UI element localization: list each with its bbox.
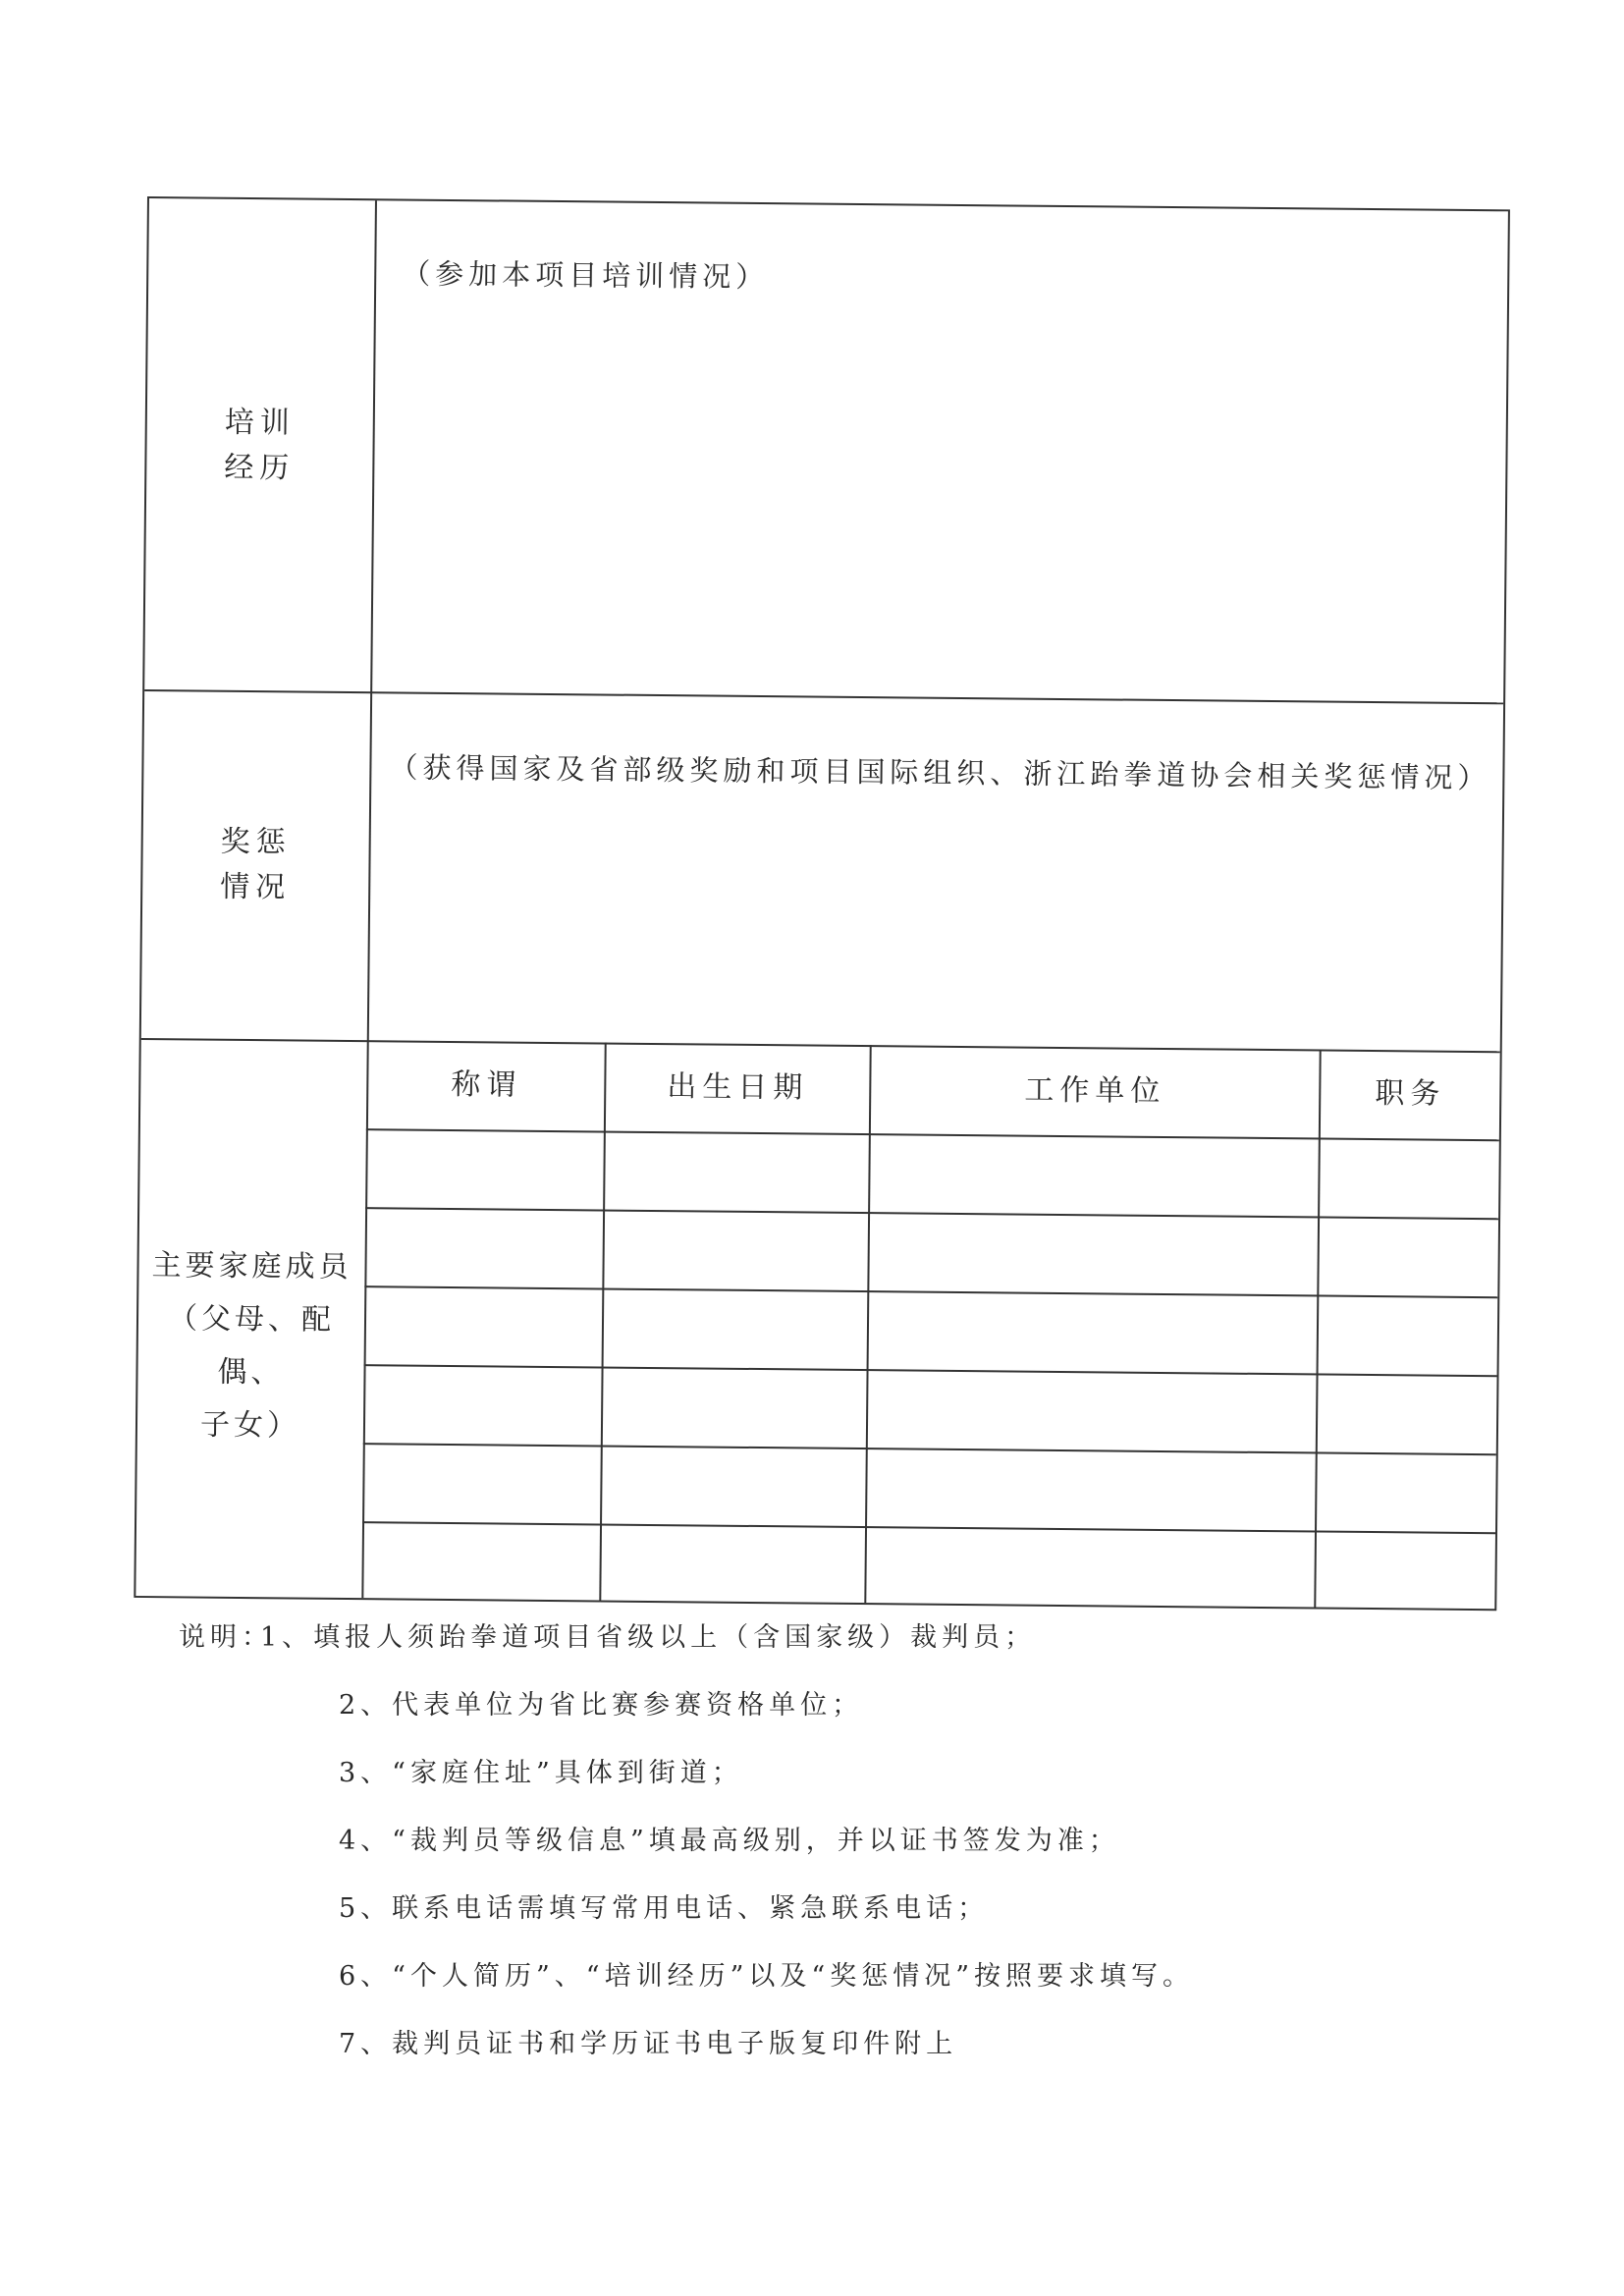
divider-row-3 <box>364 1364 1497 1377</box>
family-info-form <box>134 196 1510 1611</box>
awards-hint: （获得国家及省部级奖励和项目国际组织、浙江跆拳道协会相关奖惩情况） <box>389 750 1491 795</box>
note-item: 3、“家庭住址”具体到街道； <box>339 1758 743 1788</box>
note-item: 2、代表单位为省比赛参赛资格单位； <box>339 1690 864 1721</box>
note-item: 6、“个人简历”、“培训经历”以及“奖惩情况”按照要求填写。 <box>339 1961 1194 1992</box>
note-item: 说明：1、填报人须跆拳道项目省级以上（含国家级）裁判员； <box>260 1615 1194 1683</box>
divider-row-2 <box>364 1285 1497 1298</box>
note-item: 5、联系电话需填写常用电话、紧急联系电话； <box>339 1893 990 1924</box>
notes-section <box>179 1615 1194 2090</box>
column-header-relation: 称谓 <box>451 1067 522 1103</box>
divider-training-awards <box>144 689 1503 704</box>
divider-row-5 <box>362 1521 1495 1534</box>
column-header-work-unit: 工作单位 <box>1024 1072 1166 1109</box>
note-item: 4、“裁判员等级信息”填最高级别，并以证书签发为准； <box>339 1826 1120 1856</box>
training-hint: （参加本项目培训情况） <box>402 256 770 295</box>
family-label: 主要家庭成员 （父母、配偶、 子女） <box>151 1248 352 1444</box>
awards-label: 奖惩 情况 <box>220 824 292 905</box>
note-item: 7、裁判员证书和学历证书电子版复印件附上 <box>339 2029 958 2059</box>
column-header-birth-date: 出生日期 <box>667 1069 809 1106</box>
divider-row-1 <box>365 1207 1498 1220</box>
training-label: 培训 经历 <box>224 405 296 486</box>
divider-row-4 <box>363 1443 1496 1455</box>
column-header-position: 职务 <box>1375 1076 1446 1112</box>
notes-title: 说明： <box>179 1622 273 1653</box>
